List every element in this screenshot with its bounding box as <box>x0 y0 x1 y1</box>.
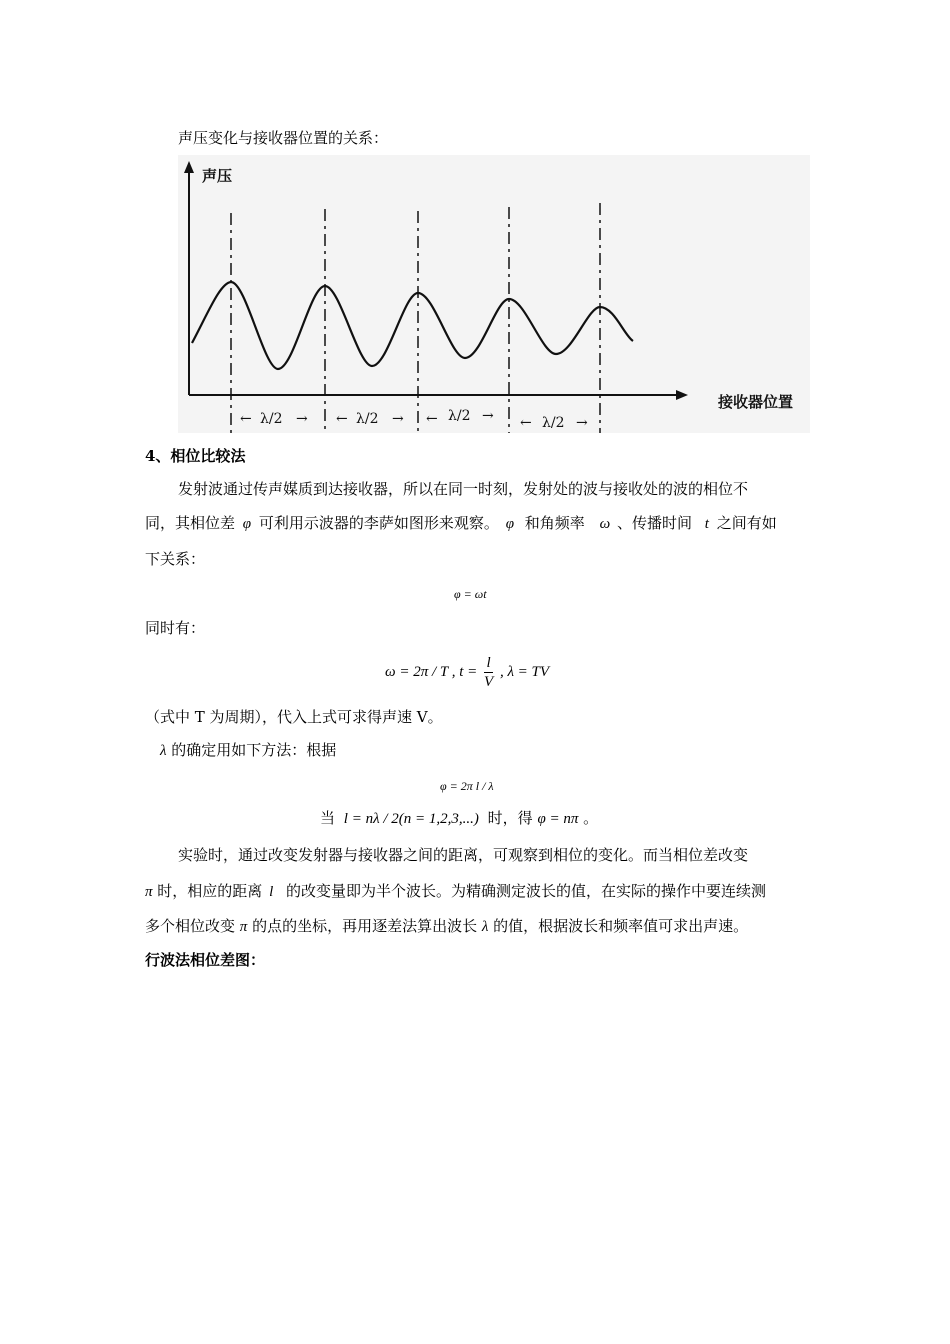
eq4-mid: 时，得 <box>487 809 533 827</box>
half-wave-label: λ/2 <box>542 415 565 431</box>
arrow-left-icon: ← <box>426 411 438 427</box>
x-axis-label: 接收器位置 <box>718 393 794 411</box>
arrow-right-icon: → <box>482 408 494 424</box>
t-symbol: t <box>704 516 709 532</box>
lambda-symbol: λ <box>160 743 167 759</box>
maxima-lines <box>231 203 600 433</box>
arrow-right-icon: → <box>392 411 404 427</box>
para2-text: 的点的坐标，再用逐差法算出波长 <box>252 917 478 935</box>
half-wave-markers <box>240 408 588 431</box>
lambda-symbol: λ <box>481 919 489 935</box>
para1-line1: 发射波通过传声媒质到达接收器，所以在同一时刻，发射处的波与接收处的波的相位不 <box>178 480 749 498</box>
phi-symbol: φ <box>242 516 252 532</box>
final-heading: 行波法相位差图： <box>145 951 266 969</box>
half-wave-label: λ/2 <box>356 411 379 427</box>
fraction-l-over-v <box>484 654 493 691</box>
para1-text: 、传播时间 <box>616 514 692 532</box>
figure-caption: 声压变化与接收器位置的关系： <box>178 129 389 147</box>
fraction-denominator: V <box>484 674 494 691</box>
para1-text: 可利用示波器的李萨如图形来观察。 <box>258 514 499 532</box>
equation-condition-line <box>320 808 598 829</box>
half-wave-label: λ/2 <box>260 411 283 427</box>
para1-line2 <box>145 513 777 534</box>
same-time-text: 同时有： <box>145 619 206 637</box>
eq4-result: φ = nπ <box>537 811 579 827</box>
arrow-right-icon: → <box>296 411 308 427</box>
para2-line2 <box>145 881 766 902</box>
equation-omega-t-lambda <box>385 652 549 692</box>
sound-pressure-wave <box>192 282 633 369</box>
para1-text: 同，其相位差 <box>145 514 236 532</box>
arrow-right-icon: → <box>576 415 588 431</box>
l-symbol: l <box>269 884 274 900</box>
lambda-method-text: 的确定用如下方法：根据 <box>171 741 337 759</box>
phi-symbol: φ <box>505 516 514 532</box>
equation-phi-omega-t: φ = ωt <box>454 587 487 601</box>
para2-text: 的值，根据波长和频率值可求出声速。 <box>493 917 749 935</box>
para2-text: 多个相位改变 <box>145 917 236 935</box>
para2-line1: 实验时，通过改变发射器与接收器之间的距离，可观察到相位的变化。而当相位差改变 <box>178 846 749 864</box>
para2-line3 <box>145 916 748 937</box>
y-axis-arrow <box>184 161 194 173</box>
omega-symbol: ω <box>599 516 611 532</box>
para1-text: 之间有如 <box>716 514 777 532</box>
arrow-left-icon: ← <box>240 411 252 427</box>
y-axis-label: 声压 <box>202 167 233 185</box>
lambda-method-line <box>160 740 336 761</box>
period-note: （式中 T 为周期），代入上式可求得声速 V。 <box>145 708 443 726</box>
section-heading: 4、相位比较法 <box>145 447 246 465</box>
x-axis-arrow <box>676 390 688 400</box>
equation-phi-lambda: φ = 2π l / λ <box>440 779 494 793</box>
eq2-part2: , λ = TV <box>499 664 550 680</box>
para2-text: 的改变量即为半个波长。为精确测定波长的值，在实际的操作中要连续测 <box>286 882 767 900</box>
fraction-numerator: l <box>484 654 493 673</box>
eq2-part1: ω = 2π / T , t = <box>385 664 478 680</box>
eq4-prefix: 当 <box>320 809 336 827</box>
sound-pressure-diagram <box>178 155 810 433</box>
pi-symbol: π <box>239 919 248 935</box>
pi-symbol: π <box>145 884 153 900</box>
arrow-left-icon: ← <box>520 415 532 431</box>
sound-pressure-figure <box>178 155 810 433</box>
para2-text: 时，相应的距离 <box>157 882 263 900</box>
para1-line3: 下关系： <box>145 550 206 568</box>
eq4-suffix: 。 <box>583 809 599 827</box>
half-wave-label: λ/2 <box>448 408 471 424</box>
eq4-expression: l = nλ / 2(n = 1,2,3,...) <box>343 811 479 827</box>
para1-text: 和角频率 <box>524 514 585 532</box>
arrow-left-icon: ← <box>336 411 348 427</box>
